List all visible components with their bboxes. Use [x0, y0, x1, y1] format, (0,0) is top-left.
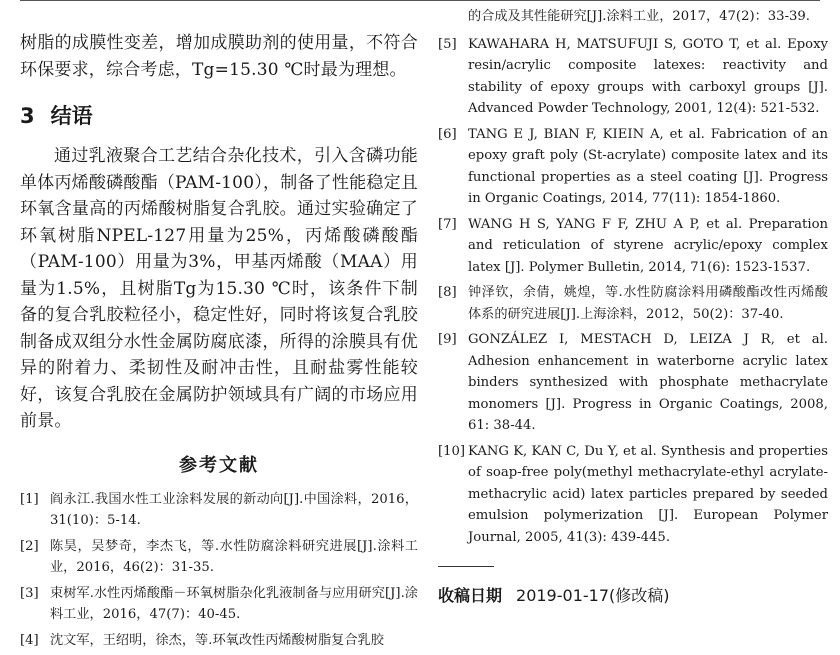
reference-text: 沈文军，王绍明，徐杰，等.环氧改性丙烯酸树脂复合乳胶: [50, 632, 384, 648]
reference-index: [3]: [20, 585, 39, 601]
section-heading: [20, 103, 418, 129]
references-heading: 参考文献: [179, 454, 259, 476]
reference-text: 阎永江.我国水性工业涂料发展的新动向[J].中国涂料，2016，31(10)：5-14.: [50, 491, 418, 528]
received-date: [438, 583, 828, 606]
section-number: 3: [20, 104, 35, 128]
reference-index: [2]: [20, 538, 39, 554]
reference-text: GONZÁLEZ I, MESTACH D, LEIZA J R, et al. Adhesion enhancement in waterborne acrylic latex binders synthesized with phosphate methacrylate monomers [J]. Progress in Organic Coatings, 2008, 61: 38-44.: [468, 332, 828, 433]
received-date-value: 2019-01-17(修改稿): [516, 586, 670, 605]
reference-text: KAWAHARA H, MATSUFUJI S, GOTO T, et al. Epoxy resin/acrylic composite latexes: reactivity and stability of epoxy groups with carboxyl groups [J]. Advanced Powder Technology, 2001, 12(4): 521-532.: [468, 36, 828, 116]
right-column: [438, 6, 828, 606]
references-list-right: [438, 34, 828, 549]
reference-item: [20, 630, 418, 652]
left-column: [20, 30, 418, 655]
reference-text: WANG H S, YANG F F, ZHU A P, et al. Preparation and reticulation of styrene acrylic/epoxy complex latex [J]. Polymer Bulletin, 2014, 71(6): 1523-1537.: [468, 216, 828, 275]
reference-item: [20, 536, 418, 579]
received-date-label: 收稿日期: [438, 586, 503, 605]
references-list-left: [20, 489, 418, 652]
top-rule: [20, 0, 820, 1]
reference-index: [5]: [438, 36, 457, 52]
reference-item: [438, 34, 828, 120]
reference-text: 束树军.水性丙烯酸酯－环氧树脂杂化乳液制备与应用研究[J].涂料工业，2016，47(7)：40-45.: [50, 585, 418, 622]
reference-text: TANG E J, BIAN F, KIEIN A, et al. Fabrication of an epoxy graft poly (St-acrylate) composite latex and its functional properties as a steel coating [J]. Progress in Organic Coatings, 2014, 77(11): 1854-1860.: [468, 126, 828, 206]
reference-index: [10]: [438, 443, 466, 459]
reference-item: [438, 214, 828, 279]
reference-index: [7]: [438, 216, 457, 232]
reference-continued: 的合成及其性能研究[J].涂料工业，2017，47(2)：33-39.: [468, 9, 810, 24]
reference-item: [20, 489, 418, 532]
section-title: 结语: [50, 104, 93, 128]
reference-index: [1]: [20, 491, 39, 507]
reference-index: [4]: [20, 632, 39, 648]
reference-item: [20, 583, 418, 626]
paragraph-continued: 树脂的成膜性变差，增加成膜助剂的使用量，不符合环保要求，综合考虑，Tg=15.30 ℃时最为理想。: [20, 33, 418, 80]
reference-index: [6]: [438, 126, 457, 142]
reference-item: [438, 441, 828, 549]
conclusion-paragraph: 通过乳液聚合工艺结合杂化技术，引入含磷功能单体丙烯酸磷酸酯（PAM-100），制备了性能稳定且环氧含量高的丙烯酸树脂复合乳胶。通过实验确定了环氧树脂NPEL-127用量为25%，丙烯酸磷酸酯（PAM-100）用量为3%，甲基丙烯酸（MAA）用量为1.5%，且树脂Tg为15.30 ℃时，该条件下制备的复合乳胶粒径小，稳定性好，同时将该复合乳胶制备成双组分水性金属防腐底漆，所得的涂膜具有优异的附着力、柔韧性及耐冲击性，且耐盐雾性能较好，该复合乳胶在金属防护领域具有广阔的市场应用前景。: [20, 146, 418, 431]
reference-text: 钟泽钦，余倩，姚煌，等.水性防腐涂料用磷酸酯改性丙烯酸体系的研究进展[J].上海涂料，2012，50(2)：37-40.: [468, 285, 828, 322]
reference-index: [9]: [438, 332, 457, 347]
reference-item: [438, 282, 828, 325]
reference-index: [8]: [438, 285, 457, 300]
footnote-divider: [438, 566, 494, 567]
reference-text: 陈昊，吴梦奇，李杰飞，等.水性防腐涂料研究进展[J].涂料工业，2016，46(2)：31-35.: [50, 538, 418, 575]
reference-text: KANG K, KAN C, Du Y, et al. Synthesis and properties of soap-free poly(methyl methacrylate-ethyl acrylate-methacrylic acid) latex particles prepared by seeded emulsion polymerization [J]. European Polymer Journal, 2005, 41(3): 439-445.: [468, 443, 828, 545]
reference-item: [438, 329, 828, 437]
reference-item: [438, 124, 828, 210]
